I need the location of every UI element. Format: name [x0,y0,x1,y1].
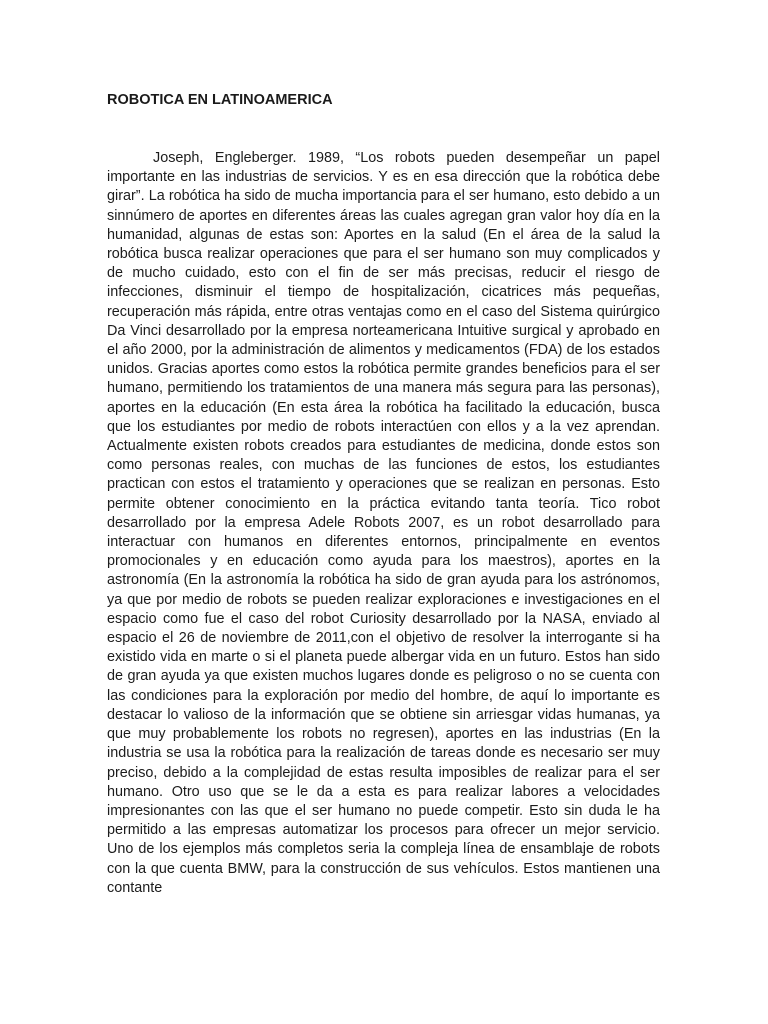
body-paragraph: Joseph, Engleberger. 1989, “Los robots pueden desempeñar un papel importante en las industrias de servicios. Y es en esa dirección que la robótica debe girar”. La robótica ha sido de mucha importancia para el ser humano, esto debido a un sinnúmero de aportes en diferentes áreas las cuales agregan gran valor hoy día en la humanidad, algunas de estas son: Aportes en la salud (En el área de la salud la robótica busca realizar operaciones que para el ser humano son muy complicados y de mucho cuidado, esto con el fin de ser más precisas, reducir el riesgo de infecciones, disminuir el tiempo de hospitalización, cicatrices más pequeñas, recuperación más rápida, entre otras ventajas como en el caso del Sistema quirúrgico Da Vinci desarrollado por la empresa norteamericana Intuitive surgical y aprobado en el año 2000, por la administración de alimentos y medicamentos (FDA) de los estados unidos. Gracias aportes como estos la robótica permite grandes beneficios para el ser humano, permitiendo los tratamientos de una manera más segura para las personas), aportes en la educación (En esta área la robótica ha facilitado la educación, busca que los estudiantes por medio de robots interactúen con ellos y a la vez aprendan. Actualmente existen robots creados para estudiantes de medicina, donde estos son como personas reales, con muchas de las funciones de estos, los estudiantes practican con estos el tratamiento y operaciones que se realizan en personas. Esto permite obtener conocimiento en la práctica evitando tanta teoría. Tico robot desarrollado por la empresa Adele Robots 2007, es un robot desarrollado para interactuar con humanos en diferentes entornos, principalmente en eventos promocionales y en educación como ayuda para los maestros), aportes en la astronomía (En la astronomía la robótica ha sido de gran ayuda para los astrónomos, ya que por medio de robots se pueden realizar exploraciones e investigaciones en el espacio como fue el caso del robot Curiosity desarrollado por la NASA, enviado al espacio el 26 de noviembre de 2011,con el objetivo de resolver la interrogante si ha existido vida en marte o si el planeta puede albergar vida en un futuro. Estos han sido de gran ayuda ya que existen muchos lugares donde es peligroso o no se cuenta con las condiciones para la exploración por medio del hombre, de aquí lo importante es destacar lo valioso de la información que se obtiene sin arriesgar vidas humanas, ya que muy probablemente los robots no regresen), aportes en las industrias (En la industria se usa la robótica para la realización de tareas donde es necesario ser muy preciso, debido a la complejidad de estas resulta imposibles de realizar para el ser humano. Otro uso que se le da a esta es para realizar labores a velocidades impresionantes con las que el ser humano no puede competir. Esto sin duda le ha permitido a las empresas automatizar los procesos para ofrecer un mejor servicio. Uno de los ejemplos más completos seria la compleja línea de ensamblaje de robots con la que cuenta BMW, para la construcción de sus vehículos. Estos mantienen una contante [107,150,660,896]
document-title: ROBOTICA EN LATINOAMERICA [107,92,333,108]
